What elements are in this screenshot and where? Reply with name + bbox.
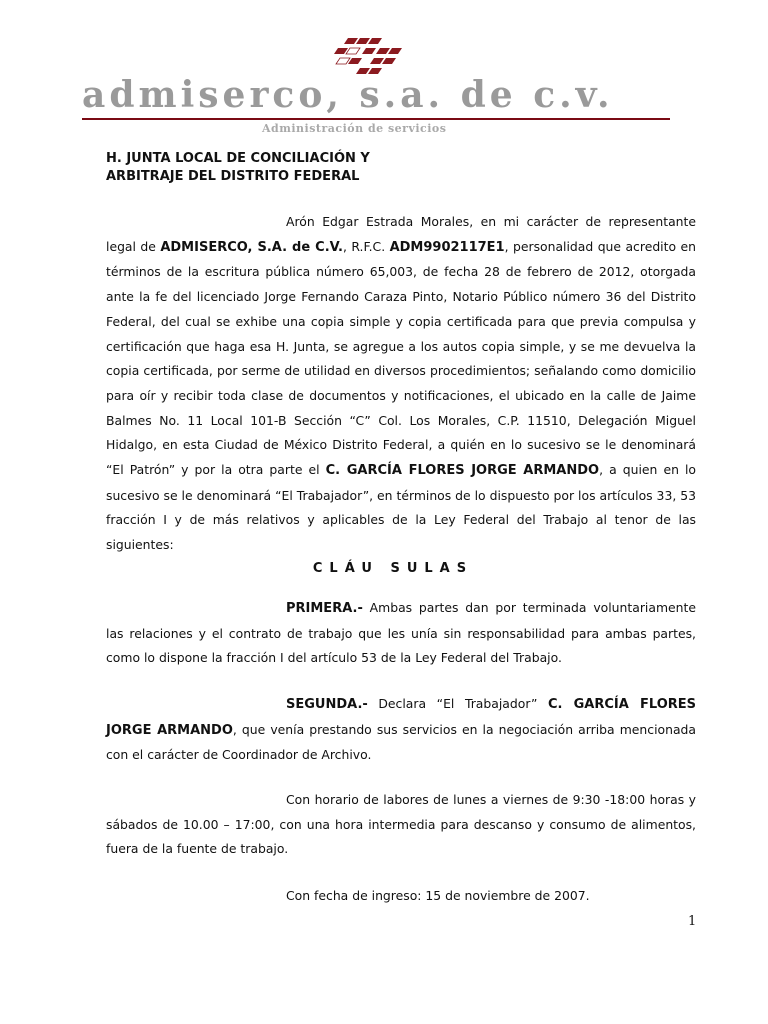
clause-segunda	[106, 692, 696, 768]
clause-segunda-worker: C. GARCÍA FLORES JORGE ARMANDO	[106, 697, 696, 738]
schedule-paragraph: Con horario de labores de lunes a viernes de 9:30 -18:00 horas y sábados de 10.00 – 17:00, con una hora intermedia para descanso y consumo de alimentos, fuera de la fuente de trabajo.	[106, 792, 696, 857]
worker-name-bold: C. GARCÍA FLORES JORGE ARMANDO	[325, 463, 600, 479]
clause-primera	[106, 596, 696, 671]
clause-primera-label: PRIMERA.-	[286, 601, 363, 616]
company-name: admiserco, s.a. de c.v.	[82, 74, 614, 116]
clauses-heading: CLÁU SULAS	[312, 561, 474, 576]
start-date-paragraph: Con fecha de ingreso: 15 de noviembre de 2007.	[286, 888, 590, 903]
addressee-line-2: ARBITRAJE DEL DISTRITO FEDERAL	[106, 169, 360, 184]
intro-text-4: , a quien en lo sucesivo se le denominará “El Trabajador”, en términos de lo dispuesto por los artículos 33, 53 fracción I y de más relativos y aplicables de la Ley Federal del Trabajo al tenor de las siguientes:	[106, 462, 696, 553]
rfc-value: ADM9902117E1	[389, 239, 505, 255]
intro-text-1: Arón Edgar Estrada Morales, en mi carácter de representante legal de	[106, 214, 696, 254]
clause-segunda-text-2: , que venía prestando sus servicios en la negociación arriba mencionada con el carácter de Coordinador de Archivo.	[106, 721, 696, 763]
intro-paragraph	[106, 210, 696, 558]
addressee	[106, 150, 370, 186]
clause-primera-text: Ambas partes dan por terminada voluntariamente las relaciones y el contrato de trabajo que les unía sin responsabilidad para ambas partes, como lo dispone la fracción I del artículo 53 de la Ley Federal del Trabajo.	[106, 600, 696, 666]
intro-text-3: , personalidad que acredito en términos de la escritura pública número 65,003, de fecha 28 de febrero de 2012, otorgada ante la fe del licenciado Jorge Fernando Caraza Pinto, Notario Público número 36 del Distrito Federal, del cual se exhibe una copia simple y copia certificada para que previa compulsa y certificación que haga esa H. Junta, se agregue a los autos copia simple, y se me devuelva la copia certificada, por serme de utilidad en diversos procedimientos; señalando como domicilio para oír y recibir toda clase de documentos y notificaciones, el ubicado en la calle de Jaime Balmes No. 11 Local 101-B Sección “C” Col. Los Morales, C.P. 11510, Delegación Miguel Hidalgo, en esta Ciudad de México Distrito Federal, a quién en lo sucesivo se le denominará “El Patrón” y por la otra parte el	[106, 238, 696, 478]
company-name-bold: ADMISERCO, S.A. de C.V.	[160, 239, 343, 255]
letterhead-divider	[82, 118, 670, 120]
clause-segunda-label: SEGUNDA.-	[286, 697, 368, 712]
addressee-line-1: H. JUNTA LOCAL DE CONCILIACIÓN Y	[106, 151, 370, 166]
company-tagline: Administración de servicios	[262, 122, 447, 135]
page-number: 1	[688, 914, 697, 929]
intro-text-2: , R.F.C.	[342, 238, 390, 254]
clause-segunda-text-1: Declara “El Trabajador”	[367, 696, 548, 711]
